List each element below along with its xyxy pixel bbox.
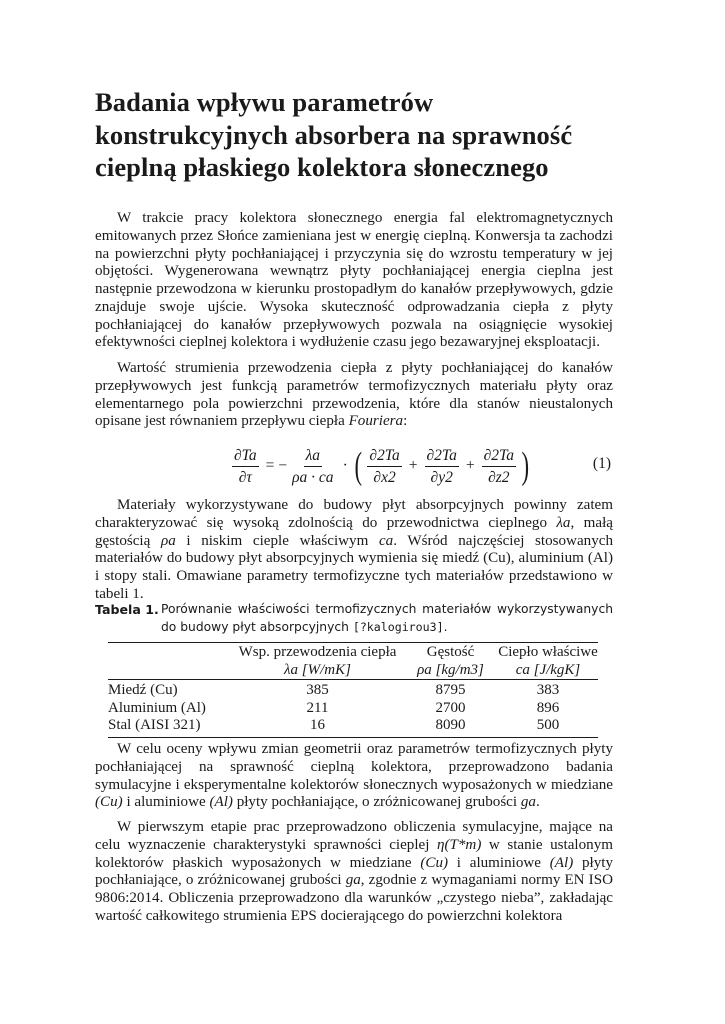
citation-ref: [?kalogirou3] xyxy=(352,619,444,634)
fourier-equation: $\frac{\partial Ta}{\partial\tau}$ = − $\frac{\lambda a}{\rho a \cdot ca}$ · ( $\frac{\partial 2Ta}{\partial x2}$ + $\frac{\partial 2Ta}{\partial y2}$ + $\frac{\partial 2Ta}{\partial z2}$ ) (1) xyxy=(234,445,611,487)
title-line-1: Badania wpływu parametrów xyxy=(95,87,434,117)
paper-title xyxy=(95,86,635,184)
eq-lhs: $\frac{\partial Ta}{\partial\tau}$ xyxy=(234,446,257,486)
title-line-3: cieplną płaskiego kolektora słonecznego xyxy=(95,152,549,182)
table-header-row: Wsp. przewodzenia ciepła Gęstość Ciepło właściwe xyxy=(108,643,598,662)
fourier-name: Fouriera xyxy=(348,413,404,430)
eq-term-x: $\frac{\partial 2Ta}{\partial x2}$ xyxy=(369,446,400,486)
table-units-row: λa [W/mK] ρa [kg/m3] ca [J/kgK] xyxy=(284,661,581,678)
title-line-2: konstrukcyjnych absorbera na sprawność xyxy=(95,119,573,150)
materials-table xyxy=(108,642,598,738)
table-row: Miedź (Cu) 385 8795 383 xyxy=(108,680,598,700)
eq-term-z: $\frac{\partial 2Ta}{\partial z2}$ xyxy=(483,446,514,486)
table-caption-text: Porównanie właściwości termofizycznych materiałów wykorzystywanych do budowy płyt absorpcyjnych [?kalogirou3]. xyxy=(161,602,613,634)
eq-term-y: $\frac{\partial 2Ta}{\partial y2}$ xyxy=(426,446,457,486)
eq-coefficient: $\frac{\lambda a}{\rho a \cdot ca}$ xyxy=(292,446,334,486)
paragraph-3: Materiały wykorzystywane do budowy płyt absorpcyjnych powinny zatem charakteryzować się wysoką zdolnością do przewodnictwa cieplnego λa, małą gęstością ρa i niskim cieple właściwym ca. Wśród najczęściej stosowanych materiałów do budowy płyt absorpcyjnych wymienia się miedź (Cu), aluminium (Al) i stopy stali. Omawiane parametry termofizyczne tych materiałów przedstawiono w tabeli 1. xyxy=(95,497,613,602)
paragraph-4: W celu oceny wpływu zmian geometrii oraz parametrów termofizycznych płyty pochłaniającej na sprawność cieplną kolektora, przeprowadzono badania symulacyjne i eksperymentalne kolektorów słonecznych wyposażonych w miedziane (Cu) i aluminiowe (Al) płyty pochłaniające, o zróżnicowanej grubości ga. xyxy=(95,741,613,811)
paragraph-5: W pierwszym etapie prac przeprowadzono obliczenia symulacyjne, mające na celu wyznaczenie charakterystyki sprawności cieplej η(T*m) w stanie ustalonym kolektorów płaskich wyposażonych w miedziane (Cu) i aluminiowe (Al) płyty pochłaniające, o zróżnicowanej grubości ga, zgodnie z wymaganiami normy EN ISO 9806:2014. Obliczenia przeprowadzono dla warunków „czystego nieba”, zakładając wartość całkowitego strumienia EPS docierającego do powierzchni kolektora xyxy=(95,819,614,924)
table-row: Aluminium (Al) 211 2700 896 xyxy=(108,699,560,716)
equation-number: (1) xyxy=(592,455,611,472)
paragraph-1: W trakcie pracy kolektora słonecznego energia fal elektromagnetycznych emitowanych przez Słońce zamieniana jest w energię cieplną. Konwersja ta zachodzi na powierzchni płyty pochłaniającej i przyczynia się do wzrostu temperatury w jej objętości. Wygenerowana wewnątrz płyty pochłaniającej energia cieplna jest następnie przewodzona w kierunku prostopadłym do kanałów przepływowych, gdzie znajduje swoje ujście. Wysoka skuteczność odprowadzania ciepła z płyty pochłaniającej do kanałów przepływowych pozwala na osiągnięcie wysokiej efektywności cieplnej kolektora i wydłużenie czasu jego bezawaryjnej eksploatacji. xyxy=(95,210,613,351)
table-row: Stal (AISI 321) 16 8090 500 xyxy=(108,717,598,737)
table-caption-label: Tabela 1. xyxy=(95,602,159,617)
paragraph-2: Wartość strumienia przewodzenia ciepła z płyty pochłaniającej do kanałów przepływowych jest funkcją parametrów termofizycznych materiału płyty oraz elementarnego pola powierzchni przewodzenia, które dla stanów nieustalonych opisane jest równaniem przepływu ciepła Fouriera: xyxy=(95,360,613,430)
